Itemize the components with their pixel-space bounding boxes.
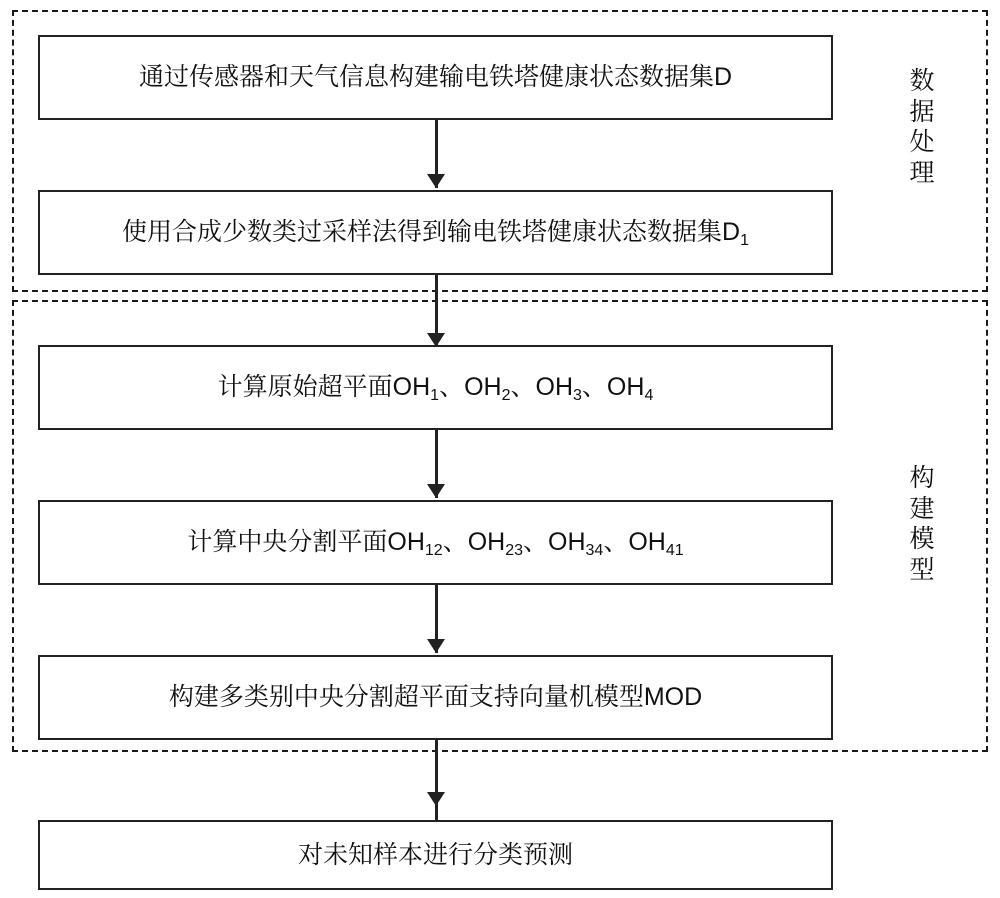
arrow-4-head [427,639,445,653]
node-central-split-planes-label: 计算中央分割平面$OH_{12}$、$OH_{23}$、$OH_{34}$、$OH_{41}$ [187,528,684,559]
node-classification-prediction[interactable] [38,820,833,890]
arrow-1-head [427,174,445,188]
node-central-split-planes[interactable] [38,500,833,585]
node-smote-dataset[interactable] [38,190,833,275]
node-build-svm-model[interactable] [38,655,833,740]
node-original-hyperplanes-label: 计算原始超平面$OH_1$、$OH_2$、$OH_3$、$OH_4$ [217,373,654,404]
arrow-5-head [427,792,445,806]
node-smote-dataset-label: 使用合成少数类过采样法得到输电铁塔健康状态数据集$D_1$ [122,218,749,249]
arrow-3-head [427,484,445,498]
node-dataset-construction-label: 通过传感器和天气信息构建输电铁塔健康状态数据集D [138,63,733,91]
arrow-5 [435,740,438,820]
node-classification-prediction-label: 对未知样本进行分类预测 [297,840,573,869]
node-dataset-construction[interactable] [38,35,833,120]
node-original-hyperplanes[interactable] [38,345,833,430]
group-data-processing-label: 数据处理 [909,67,935,187]
node-build-svm-model-label: 构建多类别中央分割超平面支持向量机模型MOD [168,683,703,711]
group-model-construction-label: 构建模型 [909,464,935,584]
